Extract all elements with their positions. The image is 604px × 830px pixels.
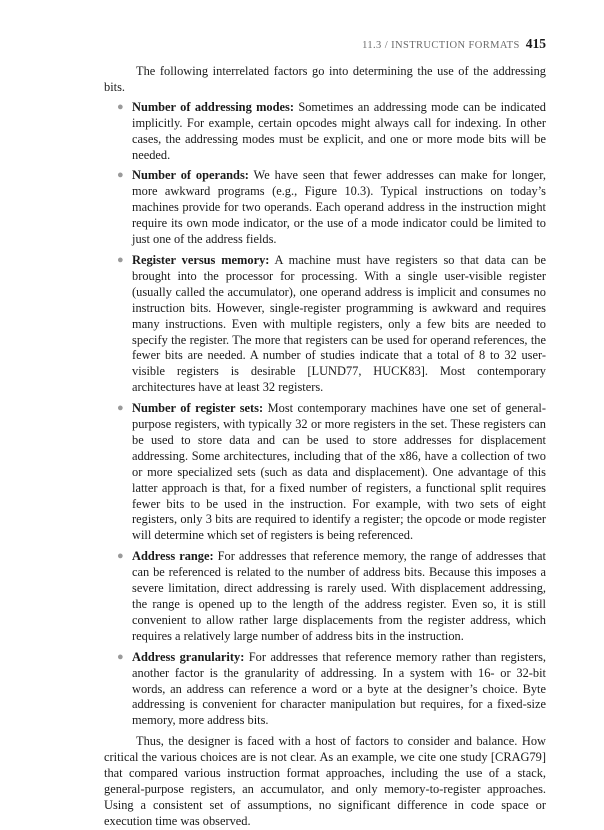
- page: [104, 34, 546, 830]
- factor-term: Address granularity:: [132, 649, 245, 664]
- factor-term: Register versus memory:: [132, 252, 270, 267]
- intro-paragraph: The following interrelated factors go into determining the use of the addressing bits.: [104, 64, 546, 94]
- list-item: [117, 252, 546, 396]
- list-item: [117, 99, 546, 164]
- factor-text: For addresses that reference memory, the range of addresses that can be referenced is related to the number of address bits. Because this imposes a severe limitation, direct addressing is rarely used. With displacement addressing, the range is opened up to the length of the address register. Even so, it is still convenient to allow rather large displacements from the register address, which requires a relatively large number of address bits in the instruction.: [132, 549, 546, 643]
- bullet-icon: ●: [117, 550, 124, 563]
- factor-text: A machine must have registers so that data can be brought into the processor for processing. With a single user-visible register (usually called the accumulator), one operand address is implicit and consumes no instruction bits. However, single-register programming is awkward and requires many instructions. Even with multiple registers, only a few bits are needed to specify the register. The more that registers can be used for operand references, the fewer bits are needed. A number of studies indicate that a total of 8 to 32 user-visible registers is desirable [LUND77, HUCK83]. Most contemporary architectures have at least 32 registers.: [132, 252, 546, 395]
- factor-term: Number of operands:: [132, 168, 249, 183]
- factor-term: Number of addressing modes:: [132, 99, 294, 114]
- factor-term: Number of register sets:: [132, 401, 264, 416]
- factor-term: Address range:: [132, 549, 214, 564]
- bullet-icon: ●: [117, 253, 124, 266]
- bullet-icon: ●: [117, 100, 124, 113]
- body-text: [104, 64, 546, 830]
- factor-text: We have seen that fewer addresses can make for longer, more awkward programs (e.g., Figure 10.3). Typical instructions on today’s machines provide for two operands. Each operand address in the instruction might require its own mode indicator, or the use of a mode indicator could be limited to just one of the address fields.: [132, 168, 546, 247]
- closing-paragraph: Thus, the designer is faced with a host of factors to consider and balance. How critical the various choices are is not clear. As an example, we cite one study [CRAG79] that compared various instruction format approaches, including the use of a stack, general-purpose registers, an accumulator, and only memory-to-register approaches. Using a consistent set of assumptions, no significant difference in code space or execution time was observed.: [104, 734, 546, 828]
- list-item: [117, 401, 546, 544]
- page-number: 415: [525, 36, 546, 51]
- list-item: [117, 649, 547, 730]
- factor-list: [104, 100, 546, 729]
- running-header: [104, 34, 546, 54]
- list-item: [117, 168, 546, 248]
- factor-text: Most contemporary machines have one set of general-purpose registers, with typically 32 or more registers in the set. These registers can be used to store data and can be used to store addresses for displacement addressing. Some architectures, including that of the x86, have a collection of two or more specialized sets (such as data and displacement). One advantage of this latter approach is that, for a fixed number of registers, a functional split requires fewer bits to be used in the instruction. For example, with two sets of eight registers, only 3 bits are required to identify a register; the opcode or mode register will determine which set of registers is being referenced.: [132, 401, 546, 543]
- section-title: 11.3 / INSTRUCTION FORMATS: [362, 40, 520, 51]
- list-item: [117, 549, 546, 644]
- factor-text: For addresses that reference memory rather than registers, another factor is the granularity of addressing. In a system with 16- or 32-bit words, an address can reference a word or a byte at the designer’s choice. Byte addressing is convenient for character manipulation but requires, for a fixed-size memory, more address bits.: [132, 649, 547, 728]
- factor-text: Sometimes an addressing mode can be indicated implicitly. For example, certain opcodes might always call for indexing. In other cases, the addressing modes must be explicit, and one or more mode bits will be needed.: [132, 99, 546, 162]
- bullet-icon: ●: [117, 169, 124, 182]
- bullet-icon: ●: [117, 402, 124, 415]
- bullet-icon: ●: [117, 650, 124, 663]
